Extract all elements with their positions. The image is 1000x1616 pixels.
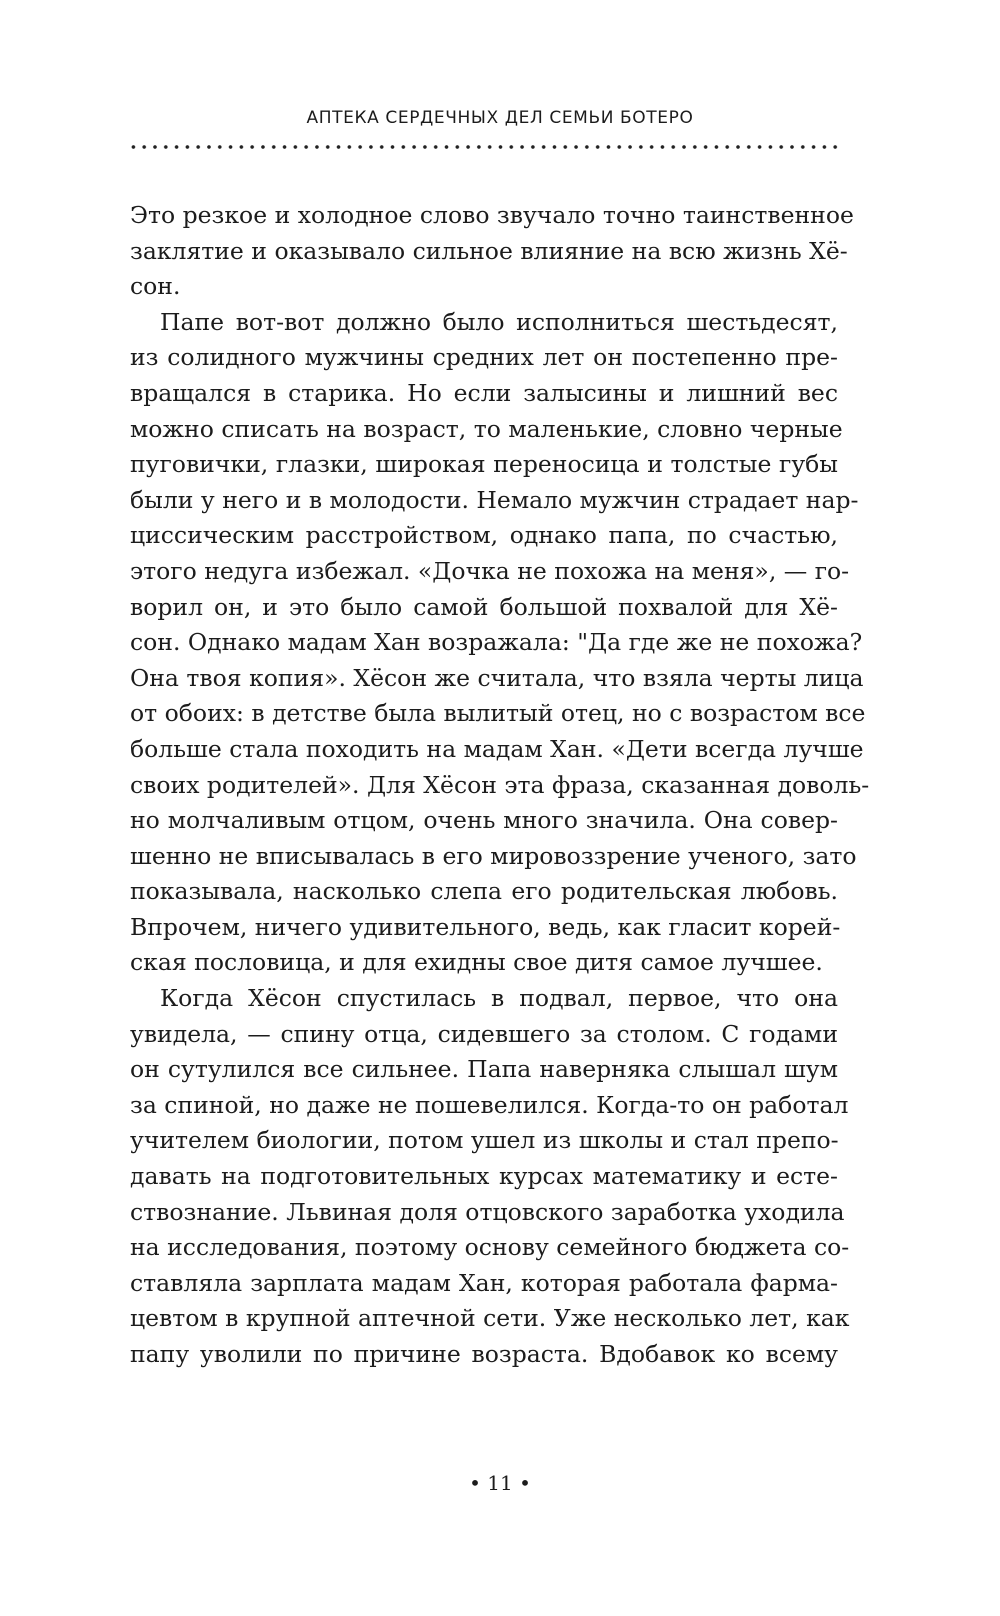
- running-head-title: АПТЕКА СЕРДЕЧНЫХ ДЕЛ СЕМЬИ БОТЕРО: [306, 108, 694, 128]
- text-line: сон. Однако мадам Хан возражала: "Да где же не похожа?: [130, 628, 863, 657]
- text-line: заклятие и оказывало сильное влияние на всю жизнь Хё-: [130, 236, 848, 265]
- body-text: [130, 198, 870, 1373]
- text-line: больше стала походить на мадам Хан. «Дети всегда лучше: [130, 734, 864, 763]
- text-line: ствознание. Львиная доля отцовского заработка уходила: [130, 1197, 845, 1226]
- text-line: циссическим расстройством, однако папа, по счастью,: [130, 521, 838, 550]
- text-line: были у него и в молодости. Немало мужчин страдает нар-: [130, 485, 859, 514]
- text-line: ская пословица, и для ехидны свое дитя самое лучшее.: [130, 948, 823, 977]
- text-line: Когда Хёсон спустилась в подвал, первое, что она: [160, 984, 838, 1013]
- text-line: от обоих: в детстве была вылитый отец, но с возрастом все: [130, 699, 866, 728]
- page-number: • 11 •: [469, 1471, 531, 1495]
- text-line: учителем биологии, потом ушел из школы и стал препо-: [130, 1126, 839, 1155]
- text-line: цевтом в крупной аптечной сети. Уже несколько лет, как: [130, 1304, 850, 1333]
- text-line: но молчаливым отцом, очень много значила. Она совер-: [130, 806, 838, 835]
- text-line: увидела, — спину отца, сидевшего за столом. С годами: [130, 1019, 838, 1048]
- text-line: из солидного мужчины средних лет он постепенно пре-: [130, 343, 838, 372]
- text-line: пуговички, глазки, широкая переносица и толстые губы: [130, 450, 838, 479]
- text-line: показывала, насколько слепа его родительская любовь.: [130, 877, 838, 906]
- text-line: шенно не вписывалась в его мировоззрение ученого, зато: [130, 841, 857, 870]
- text-line: Папе вот-вот должно было исполниться шестьдесят,: [160, 307, 838, 336]
- text-line: давать на подготовительных курсах математику и есте-: [130, 1162, 838, 1191]
- text-line: на исследования, поэтому основу семейного бюджета со-: [130, 1233, 850, 1262]
- text-line: он сутулился все сильнее. Папа наверняка слышал шум: [130, 1055, 838, 1084]
- text-line: своих родителей». Для Хёсон эта фраза, сказанная доволь-: [130, 770, 870, 799]
- text-line: ворил он, и это было самой большой похвалой для Хё-: [130, 592, 838, 621]
- text-line: ставляла зарплата мадам Хан, которая работала фарма-: [130, 1268, 838, 1297]
- text-line: за спиной, но даже не пошевелился. Когда-то он работал: [130, 1090, 849, 1119]
- text-line: Это резкое и холодное слово звучало точно таинственное: [130, 201, 854, 229]
- text-line: этого недуга избежал. «Дочка не похожа на меня», — го-: [130, 556, 850, 585]
- text-line: Она твоя копия». Хёсон же считала, что взяла черты лица: [130, 663, 864, 692]
- dotted-divider: [128, 144, 838, 150]
- text-line: вращался в старика. Но если залысины и лишний вес: [130, 378, 838, 407]
- text-line: можно списать на возраст, то маленькие, словно черные: [130, 414, 843, 443]
- text-line: сон.: [130, 272, 181, 301]
- text-line: Впрочем, ничего удивительного, ведь, как гласит корей-: [130, 912, 841, 941]
- text-line: папу уволили по причине возраста. Вдобавок ко всему: [130, 1340, 838, 1368]
